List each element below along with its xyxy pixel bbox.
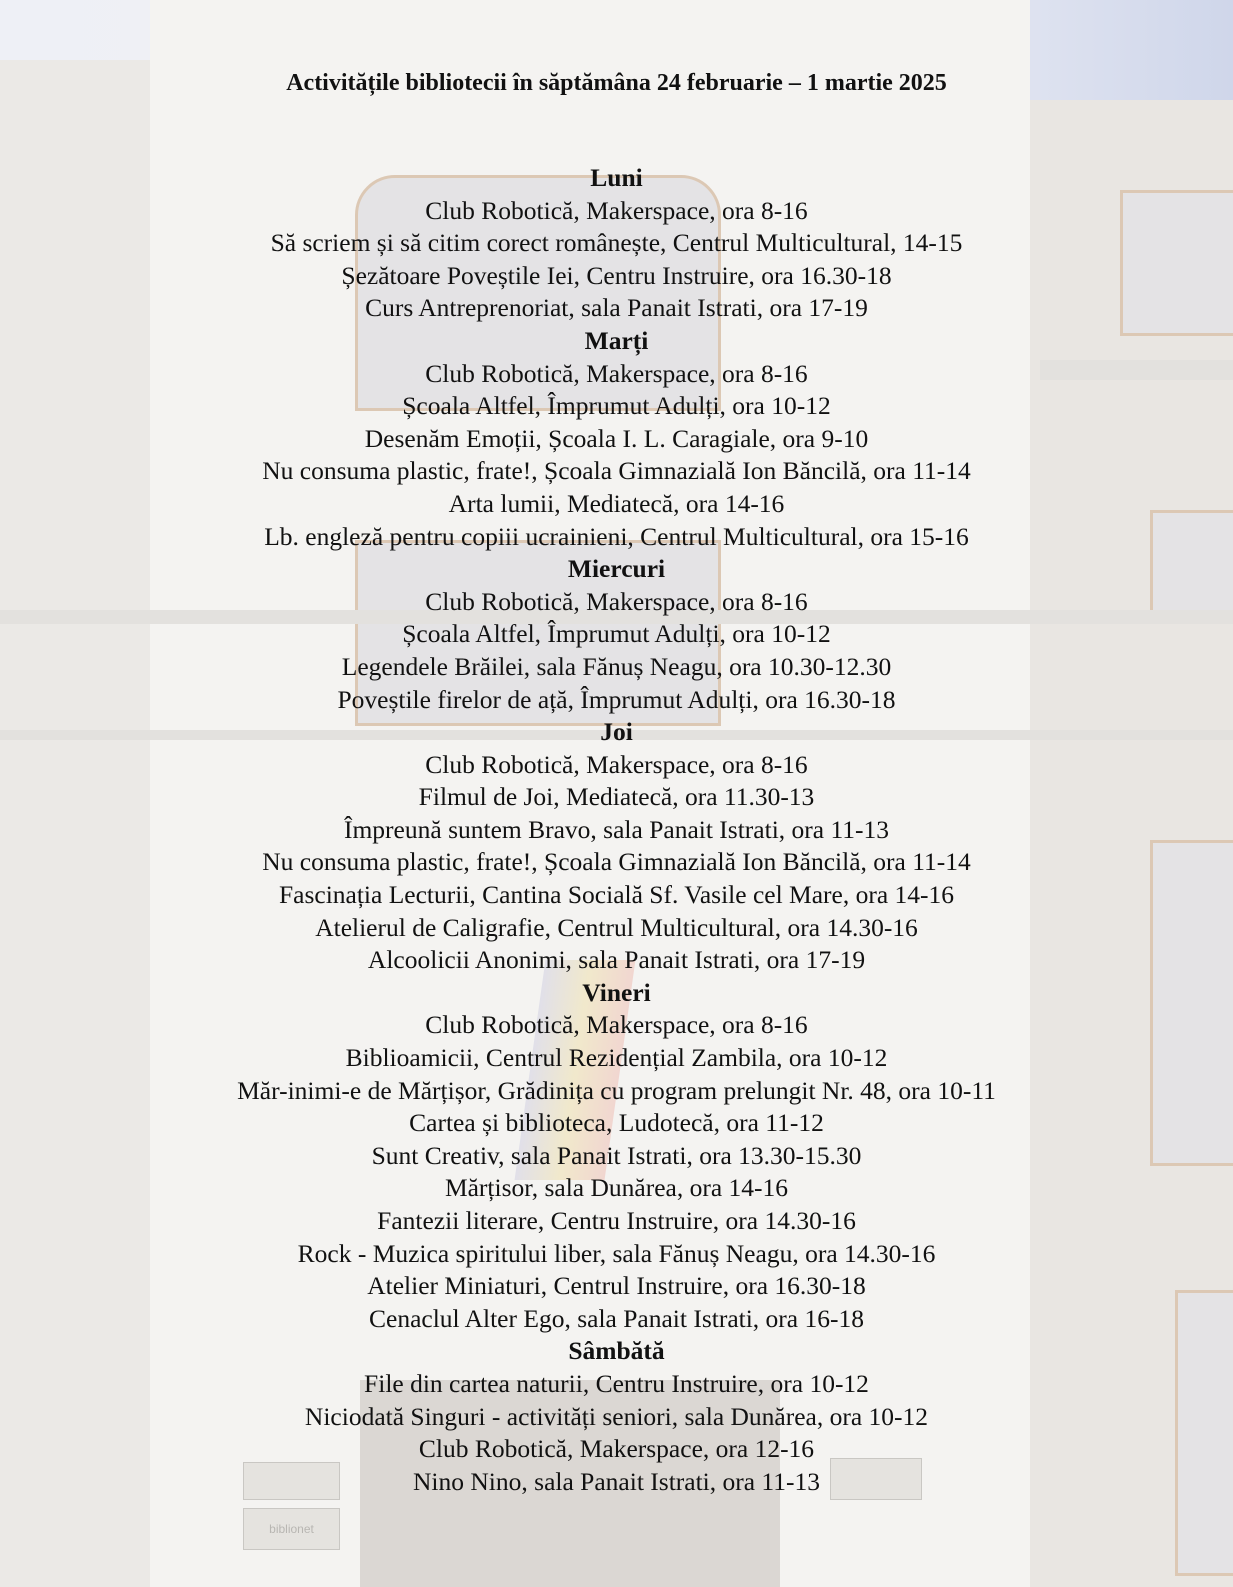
day-block xyxy=(0,162,1233,325)
document-title: Activitățile bibliotecii în săptămâna 24 februarie – 1 martie 2025 xyxy=(286,70,947,96)
biblionet-plaque: biblionet xyxy=(243,1508,340,1550)
weekly-schedule xyxy=(0,162,1233,1498)
activity-item: Poveștile firelor de ață, Împrumut Adulți, ora 16.30-18 xyxy=(337,684,896,714)
activity-item: Club Robotică, Makerspace, ora 8-16 xyxy=(425,195,808,225)
activity-item: Nino Nino, sala Panait Istrati, ora 11-13 xyxy=(413,1466,820,1496)
activity-item: Nu consuma plastic, frate!, Școala Gimnazială Ion Băncilă, ora 11-14 xyxy=(262,456,971,486)
activity-item: Fascinația Lecturii, Cantina Socială Sf. Vasile cel Mare, ora 14-16 xyxy=(278,880,955,910)
activity-item: Biblioamicii, Centrul Rezidențial Zambila, ora 10-12 xyxy=(345,1043,888,1073)
activity-item: Să scriem și să citim corect românește, Centrul Multicultural, 14-15 xyxy=(270,228,963,258)
activity-item: Club Robotică, Makerspace, ora 8-16 xyxy=(425,358,808,388)
activity-item: Lb. engleză pentru copiii ucrainieni, Centrul Multicultural, ora 15-16 xyxy=(264,521,969,551)
activity-item: Club Robotică, Makerspace, ora 8-16 xyxy=(425,1010,808,1040)
day-heading: Joi xyxy=(600,717,633,747)
activity-item: Fantezii literare, Centru Instruire, ora 14.30-16 xyxy=(377,1206,856,1235)
day-block xyxy=(0,1335,1233,1498)
activity-item: Legendele Brăilei, sala Fănuș Neagu, ora 10.30-12.30 xyxy=(341,651,892,681)
activity-item: Filmul de Joi, Mediatecă, ora 11.30-13 xyxy=(418,782,815,812)
activity-item: Club Robotică, Makerspace, ora 8-16 xyxy=(425,749,808,779)
activity-item: Școala Altfel, Împrumut Adulți, ora 10-12 xyxy=(402,619,831,649)
activity-item: Măr-inimi-e de Mărțișor, Grădinița cu program prelungit Nr. 48, ora 10-11 xyxy=(237,1075,996,1105)
day-block xyxy=(0,553,1233,716)
day-heading: Vineri xyxy=(582,977,651,1007)
activity-item: Curs Antreprenoriat, sala Panait Istrati, ora 17-19 xyxy=(365,293,868,323)
activity-item: Club Robotică, Makerspace, ora 12-16 xyxy=(418,1434,815,1464)
day-block xyxy=(0,325,1233,553)
activity-item: Alcoolicii Anonimi, sala Panait Istrati, ora 17-19 xyxy=(367,945,866,975)
activity-item: Cenaclul Alter Ego, sala Panait Istrati, ora 16-18 xyxy=(369,1303,864,1333)
activity-item: Desenăm Emoții, Școala I. L. Caragiale, ora 9-10 xyxy=(364,423,869,453)
activity-item: Arta lumii, Mediatecă, ora 14-16 xyxy=(448,488,785,518)
activity-item: Atelierul de Caligrafie, Centrul Multicultural, ora 14.30-16 xyxy=(315,912,918,942)
activity-item: Rock - Muzica spiritului liber, sala Fănuș Neagu, ora 14.30-16 xyxy=(297,1238,936,1268)
activity-item: Niciodată Singuri - activități seniori, sala Dunărea, ora 10-12 xyxy=(304,1401,929,1431)
activity-item: Școala Altfel, Împrumut Adulți, ora 10-12 xyxy=(402,391,831,421)
activity-item: Nu consuma plastic, frate!, Școala Gimnazială Ion Băncilă, ora 11-14 xyxy=(262,847,971,877)
day-heading: Marți xyxy=(584,325,649,355)
day-block xyxy=(0,716,1233,977)
activity-item: Șezătoare Poveștile Iei, Centru Instruire, ora 16.30-18 xyxy=(341,260,892,290)
activity-item: Club Robotică, Makerspace, ora 8-16 xyxy=(425,586,808,616)
day-heading: Sâmbătă xyxy=(568,1336,665,1366)
activity-item: Sunt Creativ, sala Panait Istrati, ora 13.30-15.30 xyxy=(371,1140,862,1170)
day-block xyxy=(0,977,1233,1336)
activity-item: Cartea și biblioteca, Ludotecă, ora 11-12 xyxy=(409,1108,824,1138)
activity-item: File din cartea naturii, Centru Instruire, ora 10-12 xyxy=(364,1368,869,1398)
activity-item: Atelier Miniaturi, Centrul Instruire, ora 16.30-18 xyxy=(367,1271,866,1301)
day-heading: Luni xyxy=(590,163,643,192)
activity-item: Împreună suntem Bravo, sala Panait Istrati, ora 11-13 xyxy=(343,814,890,844)
day-heading: Miercuri xyxy=(567,554,666,584)
activity-item: Mărțisor, sala Dunărea, ora 14-16 xyxy=(444,1173,789,1203)
